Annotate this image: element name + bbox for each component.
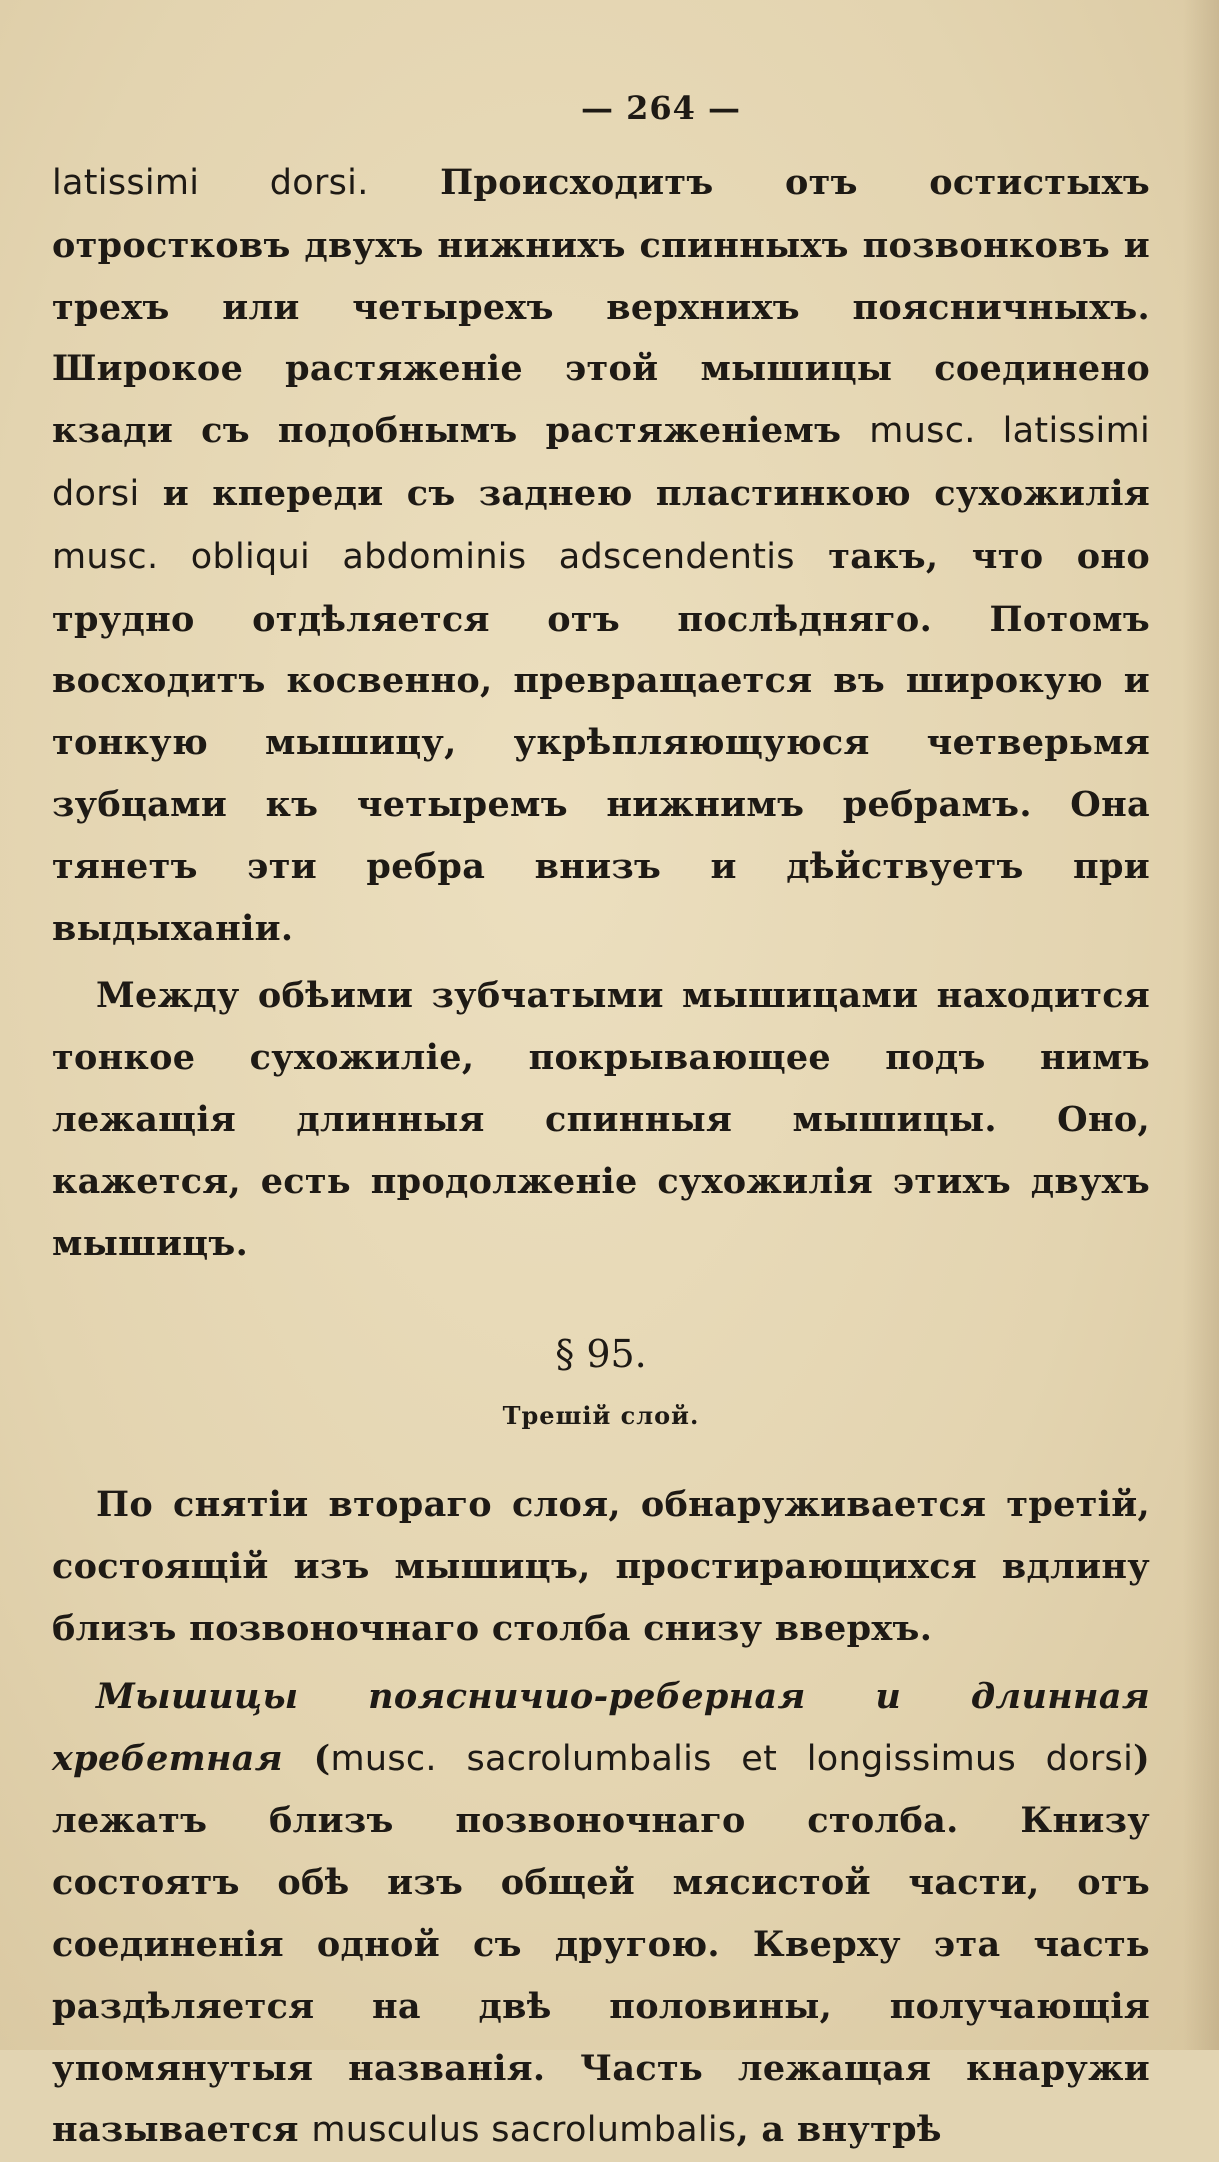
paragraph-text: ) лежатъ близъ позвоночнаго столба. Книзу состоятъ обѣ изъ общей мясистой части, отъ соединенія одной съ другою. Кверху эта часть раздѣляется на двѣ половины, получающія упомянутыя названія. Часть лежащая кнаружи называется bbox=[52, 1737, 1150, 2151]
paragraph-sacrolumbalis bbox=[52, 1666, 1150, 2162]
page-number: — 264 — bbox=[580, 89, 742, 127]
section-number: § 95. bbox=[555, 1332, 647, 1377]
latin-term: musc. sacrolumbalis et longissimus dorsi bbox=[330, 1738, 1134, 1779]
section-title: Трешій слой. bbox=[502, 1401, 700, 1431]
paragraph-text: такъ, что оно трудно отдѣляется отъ послѣдняго. Потомъ восходитъ косвенно, превращается въ широкую и тонкую мышицу, укрѣпляющуюся четверьмя зубцами къ четыремъ нижнимъ ребрамъ. Она тянетъ эти ребра внизъ и дѣйствуетъ при выдыханіи. bbox=[52, 535, 1150, 949]
latin-term: musc. obliqui abdominis adscendentis bbox=[52, 536, 795, 577]
paragraph-text: и кпереди съ заднею пластинкою сухожилія bbox=[139, 472, 1150, 514]
paragraph-text: Происходитъ отъ остистыхъ отростковъ двухъ нижнихъ спинныхъ позвонковъ и трехъ или четырехъ верхнихъ поясничныхъ. Широкое растяженіе этой мышицы соединено кзади съ подобнымъ растяженіемъ bbox=[52, 162, 1150, 452]
latin-term: latissimi dorsi. bbox=[52, 163, 369, 203]
paragraph-text: ( bbox=[282, 1737, 331, 1779]
latin-term: musculus sacrolumbalis bbox=[311, 2110, 737, 2151]
paragraph-text: , а внутрѣ bbox=[736, 2109, 942, 2151]
paragraph-serrati-tendon: Между обѣими зубчатыми мышицами находится тонкое сухожиліе, покрывающее подъ нимъ лежащія длинныя спинныя мышицы. Оно, кажется, есть продолженіе сухожилія этихъ двухъ мышицъ. bbox=[52, 975, 1150, 1264]
italic-heading: Мышицы поясничио-реберная и длинная хребетная bbox=[52, 1675, 1150, 1779]
paragraph-latissimi-dorsi bbox=[52, 152, 1150, 959]
latin-term: musc. latissimi dorsi bbox=[52, 411, 1150, 514]
paragraph-third-layer: По снятіи втораго слоя, обнаруживается третій, состоящій изъ мышицъ, простирающихся вдлину близъ позвоночнаго столба снизу вверхъ. bbox=[52, 1484, 1150, 1649]
page-content bbox=[52, 84, 1150, 2162]
